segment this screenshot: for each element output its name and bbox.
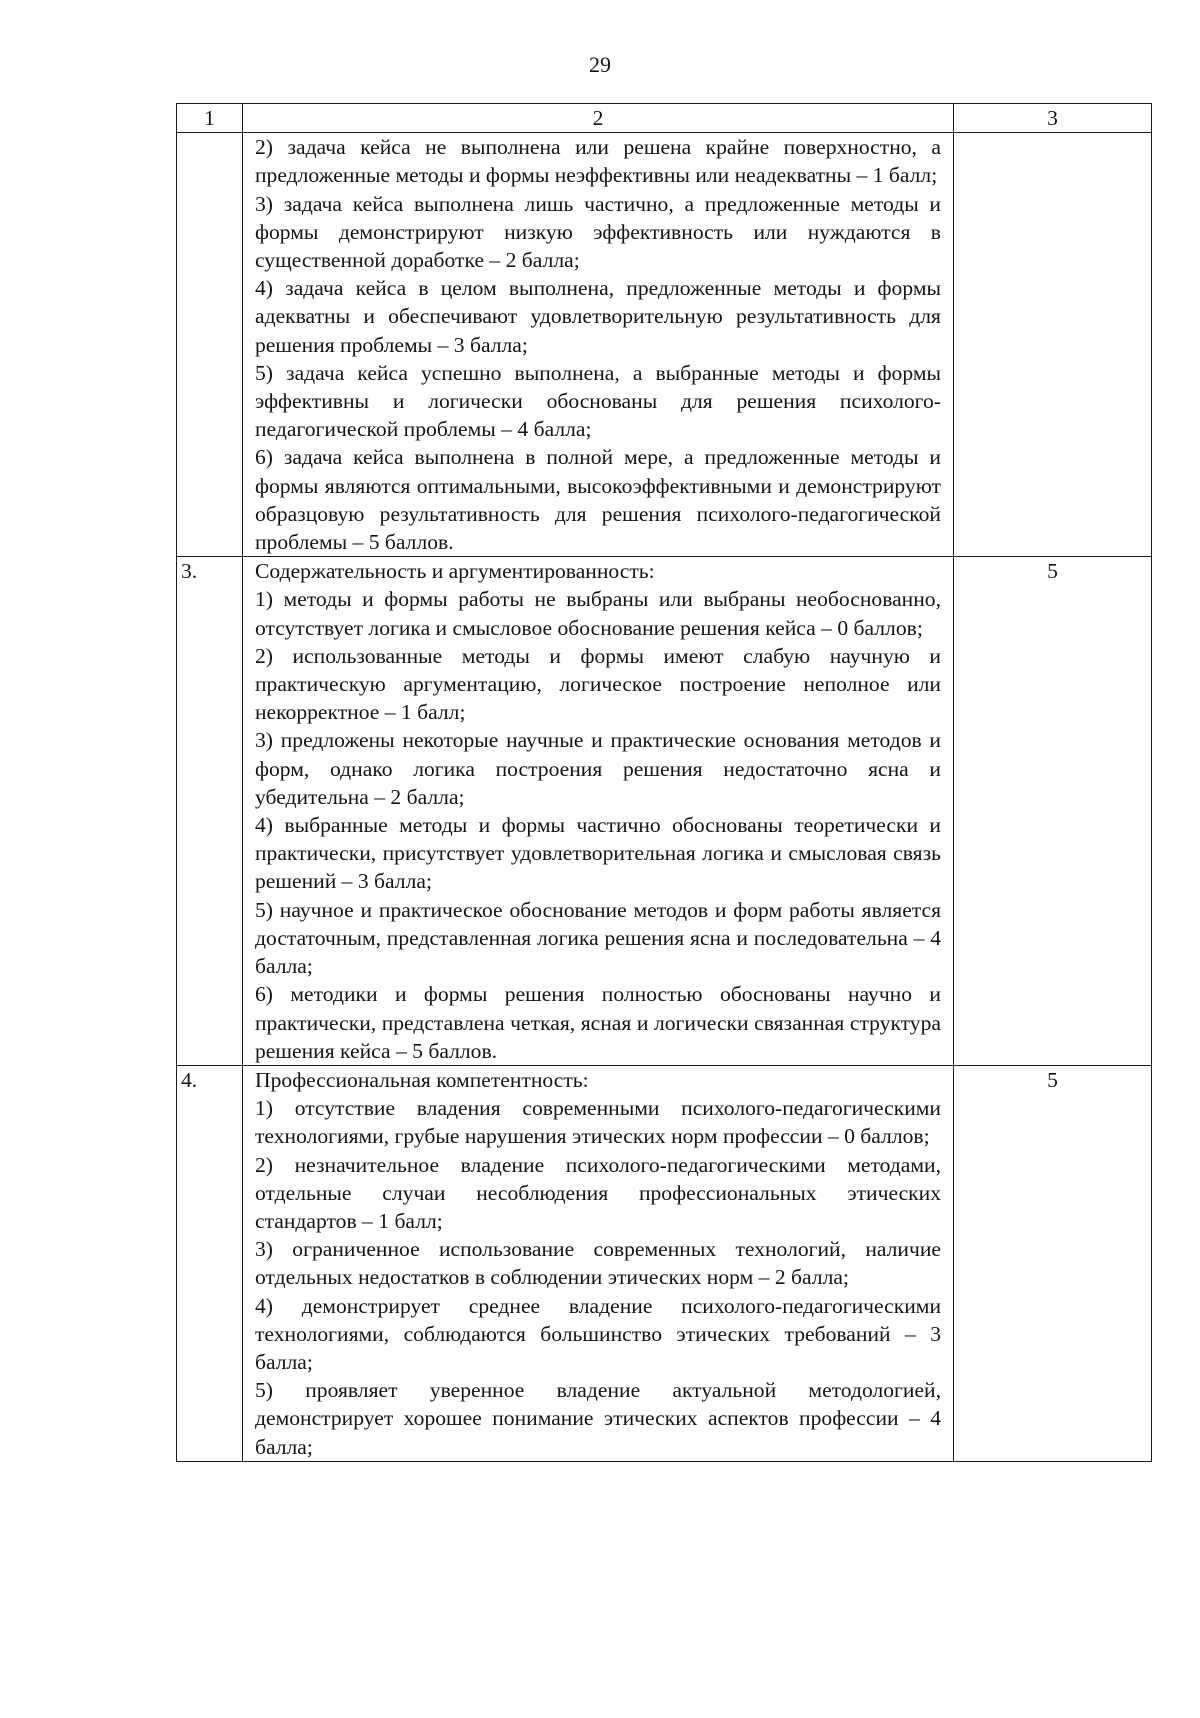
criterion-item: 2) использованные методы и формы имеют слабую научную и практическую аргументацию, логическое построение неполное или некорректное – 1 балл;	[255, 643, 941, 725]
criterion-title: Профессиональная компетентность:	[255, 1067, 589, 1092]
criterion-item: 2) незначительное владение психолого-педагогическими методами, отдельные случаи несоблюдения профессиональных этических стандартов – 1 балл;	[255, 1152, 941, 1233]
row-number	[177, 133, 243, 557]
page-number: 29	[589, 52, 611, 77]
table-row	[177, 1065, 1152, 1461]
column-header-score: 3	[954, 104, 1152, 133]
table-row	[177, 557, 1152, 1066]
criterion-item: 5) научное и практическое обоснование методов и форм работы является достаточным, представленная логика решения ясна и последовательна – 4 балла;	[255, 897, 941, 979]
row-number: 3.	[177, 557, 243, 1066]
criterion-item: 5) задача кейса успешно выполнена, а выбранные методы и формы эффективны и логически обоснованы для решения психолого-педагогической проблемы – 4 балла;	[255, 360, 941, 442]
criterion-item: 3) ограниченное использование современных технологий, наличие отдельных недостатков в соблюдении этических норм – 2 балла;	[255, 1237, 941, 1290]
criterion-item: 4) задача кейса в целом выполнена, предложенные методы и формы адекватны и обеспечивают удовлетворительную результативность для решения проблемы – 3 балла;	[255, 276, 941, 357]
max-score: 5	[954, 1065, 1152, 1461]
criterion-cell	[243, 557, 954, 1066]
criterion-title: Содержательность и аргументированность:	[255, 559, 655, 584]
row-number: 4.	[177, 1065, 243, 1461]
criterion-cell	[243, 1065, 954, 1461]
criterion-item: 1) методы и формы работы не выбраны или выбраны необоснованно, отсутствует логика и смысловое обоснование решения кейса – 0 баллов;	[255, 587, 941, 640]
criterion-item: 5) проявляет уверенное владение актуальной методологией, демонстрирует хорошее понимание этических аспектов профессии – 4 балла;	[255, 1378, 941, 1459]
max-score: 5	[954, 557, 1152, 1066]
criterion-item: 6) методики и формы решения полностью обоснованы научно и практически, представлена четкая, ясная и логически связанная структура решения кейса – 5 баллов.	[255, 982, 941, 1063]
criterion-item: 3) предложены некоторые научные и практические основания методов и форм, однако логика построения решения недостаточно ясна и убедительна – 2 балла;	[255, 728, 941, 809]
criterion-item: 4) демонстрирует среднее владение психолого-педагогическими технологиями, соблюдаются большинство этических требований – 3 балла;	[255, 1293, 941, 1374]
max-score	[954, 133, 1152, 557]
criteria-table	[176, 103, 1152, 1462]
criterion-cell	[243, 133, 954, 557]
criterion-item: 1) отсутствие владения современными психолого-педагогическими технологиями, грубые нарушения этических норм профессии – 0 баллов;	[255, 1096, 941, 1149]
criterion-item: 4) выбранные методы и формы частично обоснованы теоретически и практически, присутствует удовлетворительная логика и смысловая связь решений – 3 балла;	[255, 813, 941, 894]
criterion-item: 6) задача кейса выполнена в полной мере, а предложенные методы и формы являются оптимальными, высокоэффективными и демонстрируют образцовую результативность для решения психолого-педагогической проблемы – 5 баллов.	[255, 445, 941, 555]
table-header-row	[177, 104, 1152, 133]
column-header-criterion: 2	[243, 104, 954, 133]
column-header-number: 1	[177, 104, 243, 133]
table-row	[177, 133, 1152, 557]
criterion-item: 2) задача кейса не выполнена или решена крайне поверхностно, а предложенные методы и формы неэффективны или неадекватны – 1 балл;	[255, 135, 941, 188]
criterion-item: 3) задача кейса выполнена лишь частично, а предложенные методы и формы демонстрируют низкую эффективность или нуждаются в существенной доработке – 2 балла;	[255, 191, 941, 273]
